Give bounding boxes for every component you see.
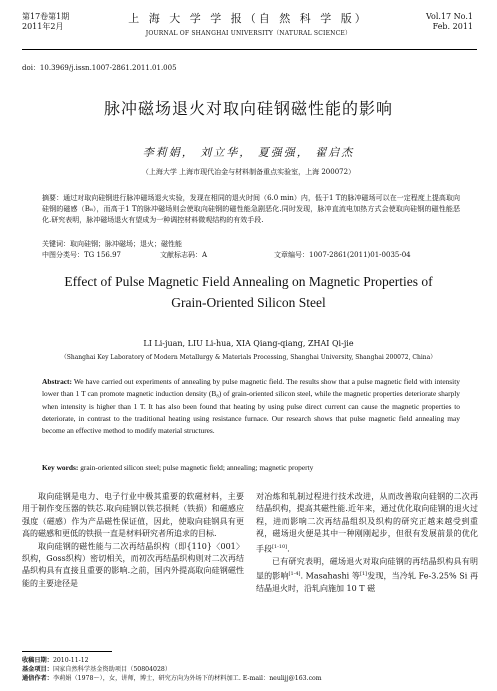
body-column-right — [256, 491, 478, 596]
volume-cn: 第17卷第1期 — [22, 12, 70, 21]
article-number: 文章编号：1007-2861(2011)01-0035-04 — [274, 251, 411, 259]
footnote-received: 收稿日期：2010-11-12 — [22, 657, 89, 664]
abstract-en-label: Abstract: — [42, 377, 72, 386]
authors-cn: 李莉娟， 刘立华， 夏强强， 翟启杰 — [142, 146, 355, 159]
journal-title-en: JOURNAL OF SHANGHAI UNIVERSITY（NATURAL SCIENCE） — [145, 30, 352, 37]
keywords-en — [42, 463, 460, 472]
footnote-fund: 基金项目：国家自然科学基金资助项目（50804028） — [22, 666, 172, 673]
citation-ref[interactable]: [1] — [360, 571, 368, 578]
classification-row — [42, 250, 460, 260]
date-en: Feb. 2011 — [432, 22, 473, 31]
journal-title-cn: 上 海 大 学 学 报（自 然 科 学 版） — [128, 12, 369, 25]
footnote-rule — [22, 651, 112, 652]
body-paragraph: 取向硅钢的磁性能与二次再结晶织构（即{110}〈001〉织构，Goss织构）密切相关，而初次再结晶织构则对二次再结晶织构具有直接且重要的影响.之前，国内外提高取向硅钢磁性能的主要途径是 — [22, 541, 244, 588]
volume-en: Vol.17 No.1 — [426, 12, 473, 21]
body-text: . Masahashi 等 — [300, 571, 361, 581]
keywords-en-label: Key words: — [42, 463, 79, 472]
body-paragraph — [256, 556, 478, 596]
body-text: 对冶炼和轧制过程进行技术改进，从而改善取向硅钢的二次再结晶织构，提高其磁性能.近年来，通过优化取向硅钢的退火过程，进而影响二次再结晶组织及织构的研究正越来越受到重视，磁场退火便是其中一种刚刚起步，但很有发展前景的优化手段 — [256, 492, 478, 554]
keywords-en-text: grain-oriented silicon steel; pulse magnetic field; annealing; magnetic property — [78, 463, 314, 472]
citation-ref[interactable]: [1-4] — [288, 571, 301, 578]
paper-title-cn: 脉冲磁场退火对取向硅钢磁性能的影响 — [103, 99, 393, 118]
title-en-line2: Grain-Oriented Silicon Steel — [171, 295, 326, 310]
footnote-author: 通信作者：李莉娟（1978～），女，讲师，博士，研究方向为外场下的材料加工. E-mail：neulijj@163.com — [22, 675, 322, 682]
title-en-line1: Effect of Pulse Magnetic Field Annealing on Magnetic Properties of — [64, 274, 433, 289]
authors-en: LI Li-juan, LIU Li-hua, XIA Qiang-qiang, ZHAI Qi-jie — [143, 339, 354, 348]
journal-header — [0, 10, 497, 37]
abstract-en-text: We have carried out experiments of annealing by pulse magnetic field. The results show that a pulse magnetic field with intensity lower than 1 T can promote magnetic induction density (B₈) of grain-oriented silicon steel, while the magnetic properties deteriorate sharply when intensity is higher than 1 T. It has also been found that heating by using pulse direct current can cause the magnetic properties to deteriorate, in contrast to the traditional heating using resistance furnace. Our research shows that pulse magnetic field annealing may become an effective method to modify material structures. — [42, 377, 460, 436]
abstract-cn: 摘要：通过对取向硅钢进行脉冲磁场退火实验，发现在相同的退火时间（6.0 min）内，低于1 T的脉冲磁场可以在一定程度上提高取向硅钢的磁感（B₈），而高于1 T的脉冲磁场则会使取向硅钢的磁性能急剧恶化.同时发现，脉冲直流电加热方式会使取向硅钢的磁性能恶化.研究表明，脉冲磁场退火有望成为一种调控材料微观结构的有效手段. — [42, 194, 460, 224]
document-code: 文献标志码：A — [160, 251, 208, 259]
body-text: 发现，当冷轧 Fe-3.25% Si 再结晶退火时，沿轧向施加 10 T 磁 — [256, 571, 478, 594]
header-right — [426, 12, 473, 32]
abstract-en — [42, 376, 460, 437]
footnote-label: 基金项目： — [22, 666, 53, 673]
header-rule — [22, 49, 477, 50]
doi-line[interactable]: doi：10.3969/j.issn.1007-2861.2011.01.005 — [22, 64, 177, 72]
affiliation-en: （Shanghai Key Laboratory of Modern Metallurgy & Materials Processing, Shanghai University, Shanghai 200072, China） — [60, 354, 437, 361]
citation-ref[interactable]: [1-10] — [272, 543, 288, 550]
keywords-cn: 关键词：取向硅钢；脉冲磁场；退火；磁性能 — [42, 240, 182, 248]
footnote-label: 收稿日期： — [22, 657, 53, 664]
body-column-left — [22, 491, 244, 590]
clc-number: 中图分类号：TG 156.97 — [42, 251, 121, 259]
footnote-label: 通信作者： — [22, 675, 53, 682]
body-text: 已有研究表明，磁场退火对取向硅钢的再结晶织构具有明显的影响 — [256, 556, 478, 581]
body-paragraph: 取向硅钢是电力、电子行业中极其重要的软磁材料，主要用于制作变压器的铁芯.取向硅钢以铁芯损耗（铁损）和磁感应强度（磁感）作为产品磁性保证值，因此，使取向硅钢具有更高的磁感和更低的铁损一直是材料研究者所追求的目标. — [22, 492, 244, 539]
date-cn: 2011年2月 — [22, 22, 64, 31]
body-paragraph: 对冶炼和轧制过程进行技术改进，从而改善取向硅钢的二次再结晶织构，提高其磁性能.近年来，通过优化取向硅钢的退火过程，进而影响二次再结晶组织及织构的研究正越来越受到重视，磁场退火便是其中一种刚刚起步，但很有发展前景的优化手段[1-10]. — [256, 492, 478, 554]
affiliation-cn: （上海大学 上海市现代冶金与材料制备重点实验室，上海 200072） — [141, 168, 356, 176]
paper-title-en — [0, 271, 497, 313]
footnotes — [22, 656, 477, 683]
